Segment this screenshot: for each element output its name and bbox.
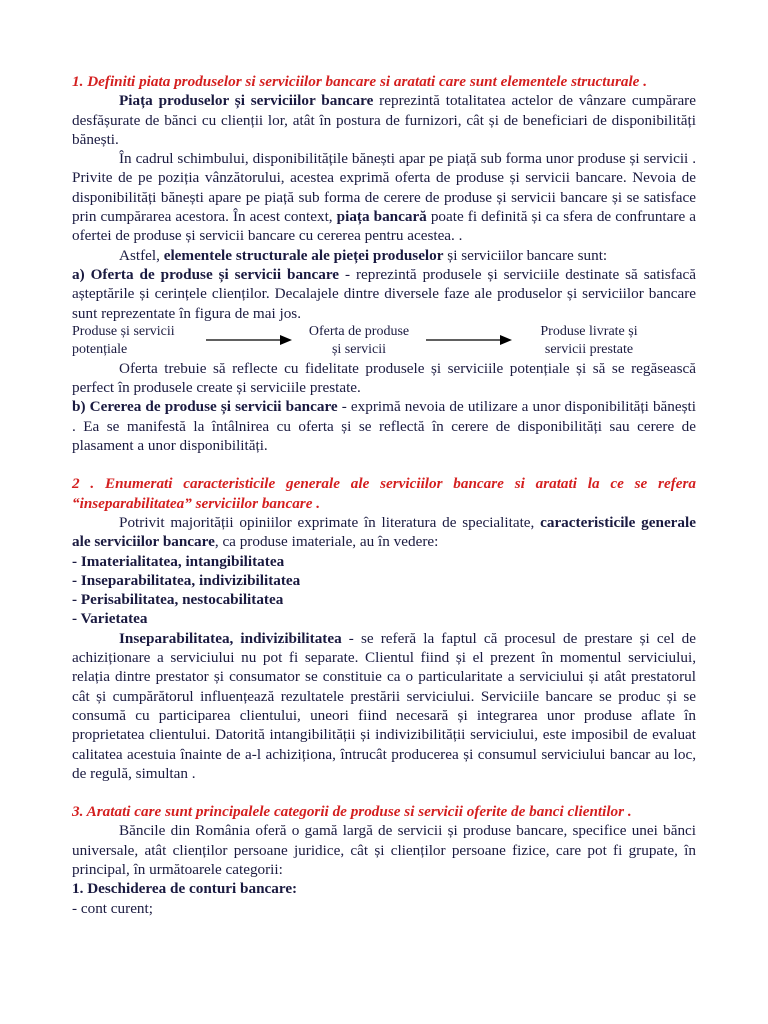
paragraph: În cadrul schimbului, disponibilitățile bănești apar pe piață sub forma unor produse și servicii . Privite de pe poziția vânzătorului, acestea exprimă oferta de produse și servicii bancare. Nevoia de disponibilități bănești apare pe piață sub forma de cerere de produse și servicii bancare și se satisface prin cumpărarea acestora. În acest context, piața bancară poate fi definită și ca sfera de confruntare a ofertei de produse și servicii bancare cu cererea pentru acestea. . (72, 150, 696, 245)
section-1-title: 1. Definiti piata produselor si serviciilor bancare si aratati care sunt elementele structurale . (72, 73, 648, 90)
bold-term: a) Oferta de produse și servicii bancare (72, 265, 340, 283)
bold-term: piața bancară (336, 208, 427, 226)
paragraph: Potrivit majorității opiniilor exprimate în literatura de specialitate, caracteristicile generale ale serviciilor bancare, ca produse imateriale, au în vedere: (72, 513, 696, 551)
arrow-right-icon (424, 323, 514, 349)
flow-diagram (72, 323, 696, 359)
list-item: - Varietatea (72, 610, 148, 628)
bold-term: elementele structurale ale pieței produselor (163, 246, 444, 264)
bold-term: b) Cererea de produse și servicii bancare (72, 398, 338, 416)
paragraph: Inseparabilitatea, indivizibilitatea - se referă la faptul că procesul de prestare și cel de achiziționare a serviciului nu pot fi separate. Clientul fiind și el prezent în momentul serviciului, relația dintre prestator și consumator se constituie ca o particularitate a serviciului și atât prestatorul cât și cumpărătorul influențează rezultatele prestării serviciului. Serviciile bancare se produc și se consumă cu participarea clientului, uneori fiind necesară și integrarea unor produse aflate în proprietatea clientului. Datorită intangibilității și indivizibilității serviciului, este imposibil de evaluat calitatea acestuia înainte de a-l achiziționa, întrucât producerea și consumul serviciului bancar au loc, de regulă, simultan . (72, 629, 696, 782)
list-item: - Perisabilitatea, nestocabilitatea (72, 591, 284, 609)
flow-box-delivered: Produse livrate și servicii prestate (540, 323, 638, 357)
bold-term: caracteristicile generale ale serviciilor bancare (72, 513, 696, 551)
paragraph: Oferta trebuie să reflecte cu fidelitate produsele și serviciile potențiale și să se regăsească perfect în produsele create și serviciile prestate. (72, 359, 696, 397)
spacer (72, 455, 696, 474)
spacer (72, 783, 696, 802)
subheading: 1. Deschiderea de conturi bancare: (72, 880, 298, 898)
list-item: - Inseparabilitatea, indivizibilitatea (72, 571, 301, 589)
paragraph: Astfel, elementele structurale ale pieței produselor și serviciilor bancare sunt: (119, 246, 608, 264)
paragraph: a) Oferta de produse și servicii bancare - reprezintă produsele și serviciile destinate să satisfacă așteptările și cerințele clienților. Decalajele dintre diversele faze ale produselor și serviciilor bancare sunt reprezentate în figura de mai jos. (72, 265, 696, 322)
flow-box-potential: Produse și servicii potențiale (72, 323, 175, 357)
paragraph: Piața produselor și serviciilor bancare reprezintă totalitatea actelor de vânzare cumpărare desfășurate de bănci cu clienții lor, atât în postura de furnizori, cât și de beneficiari de disponibilități bănești. (72, 92, 696, 148)
bold-term: Inseparabilitatea, indivizibilitatea (119, 629, 342, 647)
bold-term: Piața produselor și serviciilor bancare (119, 92, 374, 110)
section-3-title: 3. Aratati care sunt principalele categorii de produse si servicii oferite de banci clientilor . (72, 803, 632, 821)
list-item: - Imaterialitatea, intangibilitatea (72, 552, 285, 570)
flow-box-offer: Oferta de produse și servicii (308, 323, 410, 357)
section-2-title: 2 . Enumerati caracteristicile generale ale serviciilor bancare si aratati la ce se refera “inseparabilitatea” serviciilor bancare . (72, 475, 696, 512)
arrow-right-icon (204, 323, 294, 349)
list-item: - cont curent; (72, 899, 153, 917)
paragraph: b) Cererea de produse și servicii bancare - exprimă nevoia de utilizare a unor disponibilități bănești . Ea se manifestă la întâlnirea cu oferta și se reflectă în cerere de disponibilități sau cerere de plasament a unor disponibilități. (72, 398, 696, 455)
paragraph: Băncile din România oferă o gamă largă de servicii și produse bancare, specifice unei bănci universale, atât clienților persoane juridice, cât și clienților persoane fizice, care pot fi grupate, în principal, în următoarele categorii: (72, 822, 696, 878)
